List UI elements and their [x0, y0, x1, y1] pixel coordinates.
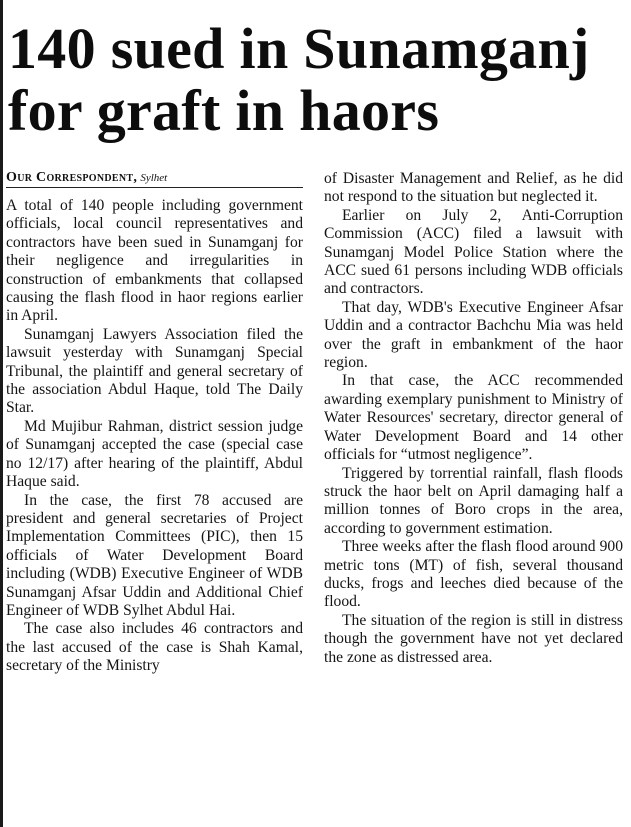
article-column-right [324, 170, 623, 667]
paragraph: In that case, the ACC recommended awarding exemplary punishment to Ministry of Water Resources' secretary, director general of Water Development Board and 14 other officials for “utmost negligence”. [324, 372, 623, 464]
headline-line-2: for graft in haors [8, 78, 440, 143]
byline [6, 168, 303, 188]
column-rule [0, 0, 3, 827]
headline [8, 18, 626, 142]
paragraph: The situation of the region is still in distress though the government have not yet declared the zone as distressed area. [324, 611, 623, 666]
article-column-left [6, 168, 303, 676]
headline-line-1: 140 sued in Sunamganj [8, 16, 590, 81]
paragraph: The case also includes 46 contractors and the last accused of the case is Shah Kamal, secretary of the Ministry [6, 620, 303, 675]
paragraph: of Disaster Management and Relief, as he did not respond to the situation but neglected it. [324, 170, 623, 206]
paragraph: Md Mujibur Rahman, district session judge of Sunamganj accepted the case (special case no 12/17) after hearing of the plaintiff, Abdul Haque said. [6, 417, 303, 491]
paragraph: Sunamganj Lawyers Association filed the lawsuit yesterday with Sunamganj Special Tribunal, the plaintiff and general secretary of the association Abdul Haque, told The Daily Star. [6, 325, 303, 417]
paragraph: Earlier on July 2, Anti-Corruption Commission (ACC) filed a lawsuit with Sunamganj Model Police Station where the ACC sued 61 persons including WDB officials and contractors. [324, 206, 623, 298]
paragraph: In the case, the first 78 accused are president and general secretaries of Project Implementation Committees (PIC), then 15 officials of Water Development Board including (WDB) Executive Engineer of WDB Sunamganj Afsar Uddin and Additional Chief Engineer of WDB Sylhet Abdul Hai. [6, 491, 303, 619]
paragraph: That day, WDB's Executive Engineer Afsar Uddin and a contractor Bachchu Mia was held over the graft in embankment of the haor region. [324, 298, 623, 372]
paragraph: Triggered by torrential rainfall, flash floods struck the haor belt on April damaging half a million tonnes of Boro crops in the area, according to government estimation. [324, 464, 623, 537]
paragraph: A total of 140 people including government officials, local council representatives and contractors have been sued in Sunamganj for their negligence and irregularities in construction of embankments that collapsed causing the flash flood in haor regions earlier in April. [6, 197, 303, 325]
byline-location: Sylhet [140, 172, 168, 184]
byline-author: Our Correspondent, [6, 170, 138, 185]
paragraph: Three weeks after the flash flood around 900 metric tons (MT) of fish, several thousand ducks, frogs and leeches died because of the flood. [324, 538, 623, 611]
